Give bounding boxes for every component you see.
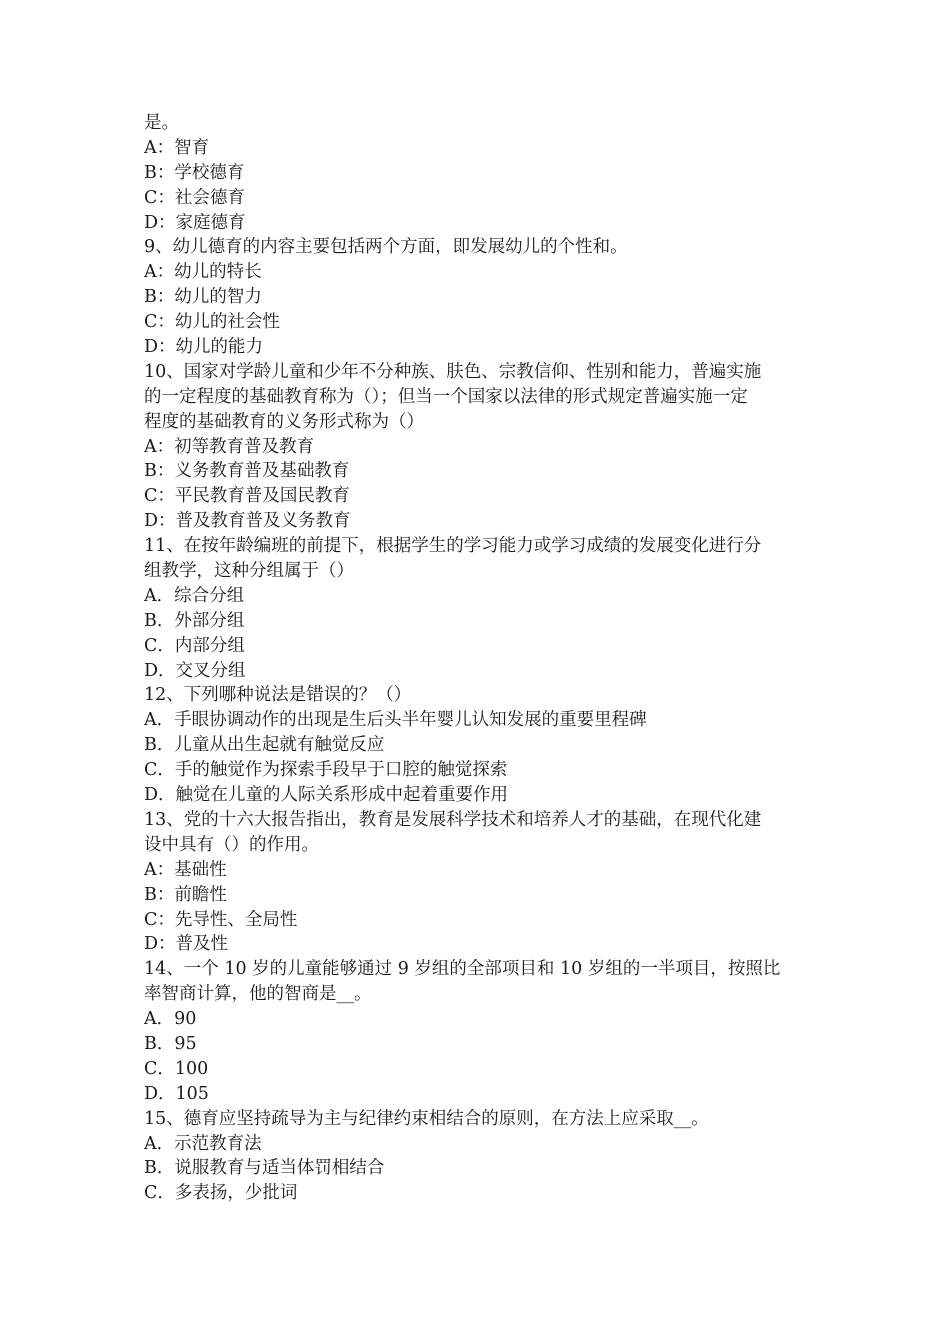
option-line: A：初等教育普及教育	[144, 436, 315, 457]
option-line: C：平民教育普及国民教育	[144, 486, 350, 507]
question-line: 14、一个 10 岁的儿童能够通过 9 岁组的全部项目和 10 岁组的一半项目，按照比	[144, 959, 781, 980]
option-line: C．多表扬，少批词	[144, 1183, 298, 1204]
option-line: B．儿童从出生起就有触觉反应	[144, 735, 385, 756]
option-line: A．综合分组	[144, 585, 245, 606]
option-line: C：幼儿的社会性	[144, 312, 280, 333]
option-line: D：普及教育普及义务教育	[144, 511, 351, 532]
option-line: D．触觉在儿童的人际关系形成中起着重要作用	[144, 785, 509, 806]
question-line: 组教学，这种分组属于（）	[144, 561, 354, 582]
option-line: D．105	[144, 1083, 209, 1104]
option-line: D：幼儿的能力	[144, 337, 264, 358]
option-line: A：基础性	[144, 859, 227, 880]
option-line: B：义务教育普及基础教育	[144, 461, 350, 482]
option-line: A．手眼协调动作的出现是生后头半年婴儿认知发展的重要里程碑	[144, 710, 647, 731]
question-line: 9、幼儿德育的内容主要包括两个方面，即发展幼儿的个性和。	[144, 237, 628, 258]
option-line: D．交叉分组	[144, 660, 246, 681]
question-line: 程度的基础教育的义务形式称为（）	[144, 411, 424, 432]
option-line: D：家庭德育	[144, 212, 246, 233]
option-line: C：先导性、全局性	[144, 909, 298, 930]
question-line: 率智商计算，他的智商是__。	[144, 984, 372, 1005]
option-line: A．90	[144, 1009, 197, 1030]
text-line: 是。	[144, 113, 179, 133]
option-line: A：幼儿的特长	[144, 262, 262, 283]
question-line: 13、党的十六大报告指出，教育是发展科学技术和培养人才的基础，在现代化建	[144, 809, 762, 830]
option-line: B．外部分组	[144, 610, 245, 631]
question-line: 设中具有（）的作用。	[144, 834, 319, 855]
option-line: B．说服教育与适当体罚相结合	[144, 1158, 385, 1179]
option-line: A．示范教育法	[144, 1133, 262, 1154]
question-line: 12、下列哪种说法是错误的？（）	[144, 685, 412, 706]
option-line: C．内部分组	[144, 635, 245, 656]
option-line: C．手的触觉作为探索手段早于口腔的触觉探索	[144, 760, 508, 781]
question-line: 10、国家对学龄儿童和少年不分种族、肤色、宗教信仰、性别和能力，普遍实施	[144, 361, 762, 382]
option-line: C：社会德育	[144, 187, 245, 208]
option-line: B：学校德育	[144, 162, 245, 183]
question-line: 的一定程度的基础教育称为（）；但当一个国家以法律的形式规定普遍实施一定	[144, 386, 748, 407]
option-line: B：幼儿的智力	[144, 287, 262, 308]
option-line: C．100	[144, 1058, 209, 1079]
document-body	[144, 111, 814, 1206]
question-line: 15、德育应坚持疏导为主与纪律约束相结合的原则，在方法上应采取__。	[144, 1108, 709, 1129]
option-line: A：智育	[144, 137, 210, 158]
option-line: B．95	[144, 1033, 197, 1054]
option-line: B：前瞻性	[144, 884, 227, 905]
option-line: D：普及性	[144, 934, 229, 955]
question-line: 11、在按年龄编班的前提下，根据学生的学习能力或学习成绩的发展变化进行分	[144, 536, 762, 557]
